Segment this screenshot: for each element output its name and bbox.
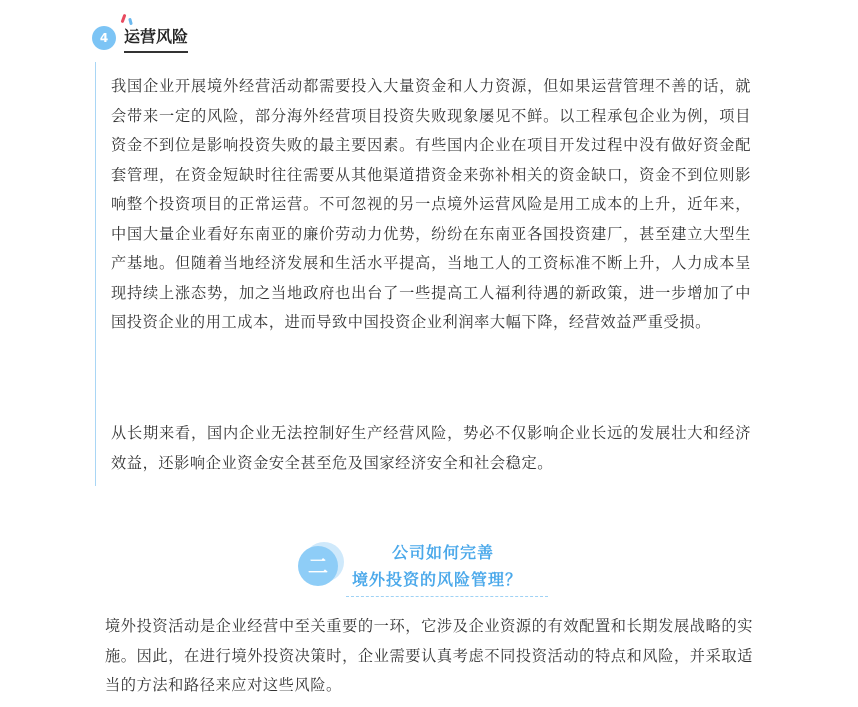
section-number-badge: 4 (92, 26, 116, 50)
section-4-header (92, 20, 202, 56)
section-4-content (95, 62, 756, 486)
section-number-badge: 二 (298, 546, 338, 586)
paragraph: 我国企业开展境外经营活动都需要投入大量资金和人力资源，但如果运营管理不善的话，就会带来一定的风险，部分海外经营项目投资失败现象屡见不鲜。以工程承包企业为例，项目资金不到位是影响投资失败的最主要因素。有些国内企业在项目开发过程中没有做好资金配套管理，在资金短缺时往往需要从其他渠道措资金来弥补相关的资金缺口，资金不到位则影响整个投资项目的正常运营。不可忽视的另一点境外运营风险是用工成本的上升，近年来，中国大量企业看好东南亚的廉价劳动力优势，纷纷在东南亚各国投资建厂，甚至建立大型生产基地。但随着当地经济发展和生活水平提高，当地工人的工资标准不断上升，人力成本呈现持续上涨态势，加之当地政府也出台了一些提高工人福利待遇的新政策，进一步增加了中国投资企业的用工成本，进而导致中国投资企业利润率大幅下降，经营效益严重受损。 (111, 77, 751, 331)
paragraph: 从长期来看，国内企业无法控制好生产经营风险，势必不仅影响企业长远的发展壮大和经济效益，还影响企业资金安全甚至危及国家经济安全和社会稳定。 (111, 424, 751, 472)
dashed-divider (346, 596, 548, 597)
paragraph: 境外投资活动是企业经营中至关重要的一环，它涉及企业资源的有效配置和长期发展战略的实施。因此，在进行境外投资决策时，企业需要认真考虑不同投资活动的特点和风险，并采取适当的方法和路径来应对这些风险。 (105, 617, 753, 694)
section-title: 运营风险 (124, 26, 188, 53)
decorative-red-stroke (121, 14, 127, 23)
section-2-header (296, 534, 566, 600)
section-title-line-1: 公司如何完善 (392, 543, 495, 562)
decorative-blue-stroke (128, 18, 133, 26)
section-title-line-2: 境外投资的风险管理？ (352, 570, 523, 589)
